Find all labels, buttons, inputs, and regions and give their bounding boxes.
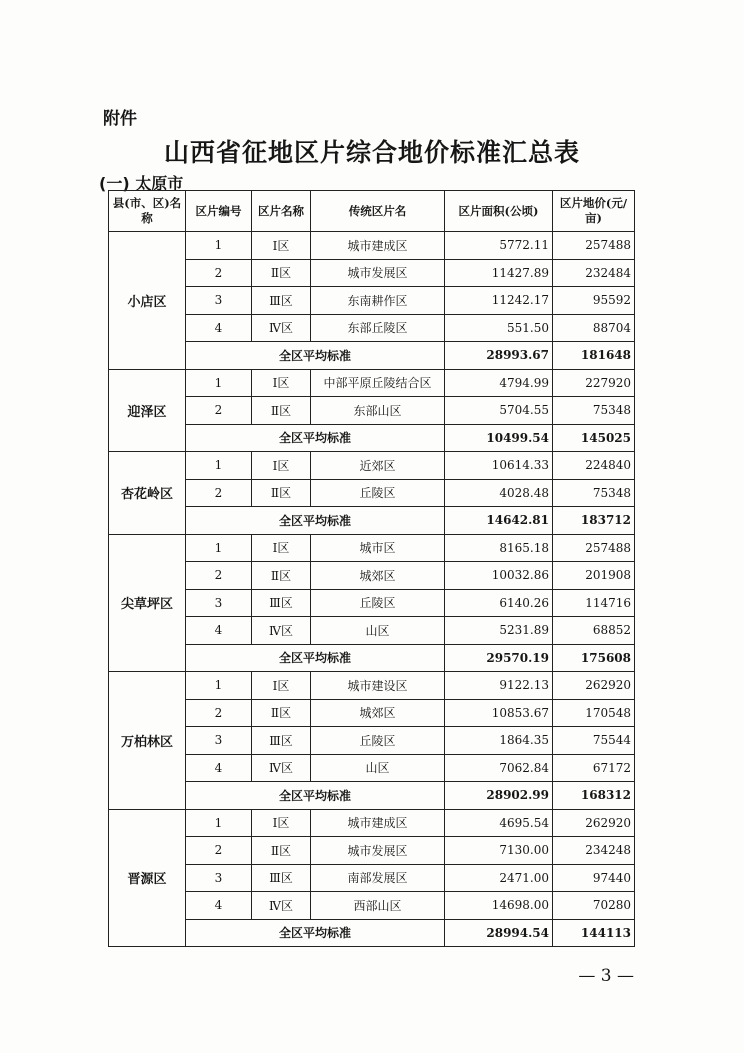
zone-name-cell: Ⅳ区	[252, 314, 311, 342]
zone-number-cell: 1	[186, 369, 252, 397]
attachment-label: 附件	[103, 109, 137, 129]
district-name-cell: 杏花岭区	[109, 452, 186, 535]
area-cell: 5772.11	[445, 232, 553, 260]
traditional-name-cell: 城市建成区	[311, 809, 445, 837]
price-cell: 262920	[553, 809, 635, 837]
zone-number-cell: 2	[186, 699, 252, 727]
area-cell: 10032.86	[445, 562, 553, 590]
col-header-district: 县(市、区)名称	[109, 191, 186, 232]
average-label-cell: 全区平均标准	[186, 507, 445, 535]
district-name-cell: 迎泽区	[109, 369, 186, 452]
traditional-name-cell: 城市发展区	[311, 259, 445, 287]
average-label-cell: 全区平均标准	[186, 644, 445, 672]
district-average-row	[109, 782, 635, 810]
area-cell: 4695.54	[445, 809, 553, 837]
table-row	[109, 672, 635, 700]
traditional-name-cell: 城市区	[311, 534, 445, 562]
area-cell: 10614.33	[445, 452, 553, 480]
zone-name-cell: Ⅱ区	[252, 397, 311, 425]
table-row	[109, 699, 635, 727]
table-row	[109, 809, 635, 837]
area-cell: 551.50	[445, 314, 553, 342]
total-area-cell: 29570.19	[445, 644, 553, 672]
table-header-row	[109, 191, 635, 232]
price-cell: 75544	[553, 727, 635, 755]
area-cell: 4028.48	[445, 479, 553, 507]
table-row	[109, 314, 635, 342]
table-row	[109, 452, 635, 480]
col-header-area: 区片面积(公顷)	[445, 191, 553, 232]
district-average-row	[109, 644, 635, 672]
price-cell: 75348	[553, 479, 635, 507]
price-cell: 257488	[553, 534, 635, 562]
traditional-name-cell: 中部平原丘陵结合区	[311, 369, 445, 397]
price-cell: 70280	[553, 892, 635, 920]
table-row	[109, 589, 635, 617]
zone-number-cell: 4	[186, 892, 252, 920]
zone-number-cell: 2	[186, 837, 252, 865]
average-price-cell: 144113	[553, 919, 635, 947]
zone-number-cell: 4	[186, 754, 252, 782]
zone-name-cell: Ⅱ区	[252, 479, 311, 507]
traditional-name-cell: 近郊区	[311, 452, 445, 480]
area-cell: 9122.13	[445, 672, 553, 700]
table-row	[109, 259, 635, 287]
price-cell: 97440	[553, 864, 635, 892]
traditional-name-cell: 东部丘陵区	[311, 314, 445, 342]
area-cell: 5704.55	[445, 397, 553, 425]
price-cell: 114716	[553, 589, 635, 617]
col-header-zone-name: 区片名称	[252, 191, 311, 232]
district-average-row	[109, 919, 635, 947]
area-cell: 11427.89	[445, 259, 553, 287]
price-cell: 67172	[553, 754, 635, 782]
price-cell: 257488	[553, 232, 635, 260]
area-cell: 7062.84	[445, 754, 553, 782]
area-cell: 7130.00	[445, 837, 553, 865]
table-row	[109, 287, 635, 315]
table-row	[109, 562, 635, 590]
traditional-name-cell: 丘陵区	[311, 479, 445, 507]
zone-number-cell: 2	[186, 479, 252, 507]
average-price-cell: 175608	[553, 644, 635, 672]
average-price-cell: 183712	[553, 507, 635, 535]
price-cell: 234248	[553, 837, 635, 865]
zone-number-cell: 3	[186, 864, 252, 892]
total-area-cell: 28994.54	[445, 919, 553, 947]
district-name-cell: 晋源区	[109, 809, 186, 947]
zone-number-cell: 1	[186, 534, 252, 562]
price-cell: 232484	[553, 259, 635, 287]
traditional-name-cell: 城市建成区	[311, 232, 445, 260]
zone-name-cell: Ⅰ区	[252, 452, 311, 480]
col-header-zone-no: 区片编号	[186, 191, 252, 232]
table-row	[109, 479, 635, 507]
table-row	[109, 397, 635, 425]
area-cell: 1864.35	[445, 727, 553, 755]
section-subtitle: (一) 太原市	[99, 174, 184, 193]
average-label-cell: 全区平均标准	[186, 919, 445, 947]
traditional-name-cell: 南部发展区	[311, 864, 445, 892]
average-label-cell: 全区平均标准	[186, 342, 445, 370]
zone-name-cell: Ⅳ区	[252, 892, 311, 920]
zone-name-cell: Ⅱ区	[252, 562, 311, 590]
price-cell: 201908	[553, 562, 635, 590]
zone-name-cell: Ⅳ区	[252, 754, 311, 782]
average-price-cell: 145025	[553, 424, 635, 452]
area-cell: 10853.67	[445, 699, 553, 727]
land-price-table	[108, 190, 635, 947]
zone-name-cell: Ⅰ区	[252, 809, 311, 837]
area-cell: 6140.26	[445, 589, 553, 617]
total-area-cell: 28993.67	[445, 342, 553, 370]
zone-name-cell: Ⅳ区	[252, 617, 311, 645]
zone-number-cell: 3	[186, 727, 252, 755]
zone-number-cell: 3	[186, 589, 252, 617]
traditional-name-cell: 丘陵区	[311, 589, 445, 617]
average-price-cell: 181648	[553, 342, 635, 370]
area-cell: 5231.89	[445, 617, 553, 645]
zone-name-cell: Ⅲ区	[252, 864, 311, 892]
zone-number-cell: 1	[186, 672, 252, 700]
zone-number-cell: 1	[186, 809, 252, 837]
area-cell: 8165.18	[445, 534, 553, 562]
zone-number-cell: 2	[186, 397, 252, 425]
traditional-name-cell: 西部山区	[311, 892, 445, 920]
price-cell: 224840	[553, 452, 635, 480]
zone-name-cell: Ⅲ区	[252, 727, 311, 755]
average-label-cell: 全区平均标准	[186, 424, 445, 452]
zone-name-cell: Ⅰ区	[252, 534, 311, 562]
table-row	[109, 232, 635, 260]
price-cell: 227920	[553, 369, 635, 397]
district-average-row	[109, 342, 635, 370]
col-header-price: 区片地价(元/亩)	[553, 191, 635, 232]
traditional-name-cell: 城市建设区	[311, 672, 445, 700]
table-row	[109, 864, 635, 892]
traditional-name-cell: 城郊区	[311, 699, 445, 727]
price-cell: 95592	[553, 287, 635, 315]
traditional-name-cell: 山区	[311, 754, 445, 782]
price-cell: 68852	[553, 617, 635, 645]
traditional-name-cell: 城郊区	[311, 562, 445, 590]
zone-name-cell: Ⅱ区	[252, 837, 311, 865]
area-cell: 14698.00	[445, 892, 553, 920]
zone-name-cell: Ⅱ区	[252, 259, 311, 287]
average-price-cell: 168312	[553, 782, 635, 810]
price-cell: 75348	[553, 397, 635, 425]
district-average-row	[109, 507, 635, 535]
zone-name-cell: Ⅲ区	[252, 589, 311, 617]
table-row	[109, 617, 635, 645]
traditional-name-cell: 城市发展区	[311, 837, 445, 865]
traditional-name-cell: 东南耕作区	[311, 287, 445, 315]
total-area-cell: 10499.54	[445, 424, 553, 452]
zone-number-cell: 2	[186, 562, 252, 590]
price-cell: 170548	[553, 699, 635, 727]
price-cell: 262920	[553, 672, 635, 700]
zone-number-cell: 2	[186, 259, 252, 287]
zone-name-cell: Ⅲ区	[252, 287, 311, 315]
average-label-cell: 全区平均标准	[186, 782, 445, 810]
table-row	[109, 892, 635, 920]
table-row	[109, 727, 635, 755]
district-name-cell: 万柏林区	[109, 672, 186, 810]
district-name-cell: 小店区	[109, 232, 186, 370]
traditional-name-cell: 丘陵区	[311, 727, 445, 755]
traditional-name-cell: 东部山区	[311, 397, 445, 425]
zone-number-cell: 4	[186, 314, 252, 342]
zone-number-cell: 4	[186, 617, 252, 645]
area-cell: 2471.00	[445, 864, 553, 892]
page-number: — 3 —	[578, 966, 634, 986]
zone-number-cell: 1	[186, 452, 252, 480]
table-row	[109, 754, 635, 782]
zone-name-cell: Ⅰ区	[252, 672, 311, 700]
table-row	[109, 534, 635, 562]
zone-number-cell: 3	[186, 287, 252, 315]
col-header-traditional-name: 传统区片名	[311, 191, 445, 232]
zone-number-cell: 1	[186, 232, 252, 260]
total-area-cell: 14642.81	[445, 507, 553, 535]
district-name-cell: 尖草坪区	[109, 534, 186, 672]
table-row	[109, 837, 635, 865]
zone-name-cell: Ⅰ区	[252, 369, 311, 397]
traditional-name-cell: 山区	[311, 617, 445, 645]
zone-name-cell: Ⅱ区	[252, 699, 311, 727]
area-cell: 4794.99	[445, 369, 553, 397]
district-average-row	[109, 424, 635, 452]
price-cell: 88704	[553, 314, 635, 342]
total-area-cell: 28902.99	[445, 782, 553, 810]
page-title: 山西省征地区片综合地价标准汇总表	[163, 138, 580, 167]
table-row	[109, 369, 635, 397]
zone-name-cell: Ⅰ区	[252, 232, 311, 260]
area-cell: 11242.17	[445, 287, 553, 315]
